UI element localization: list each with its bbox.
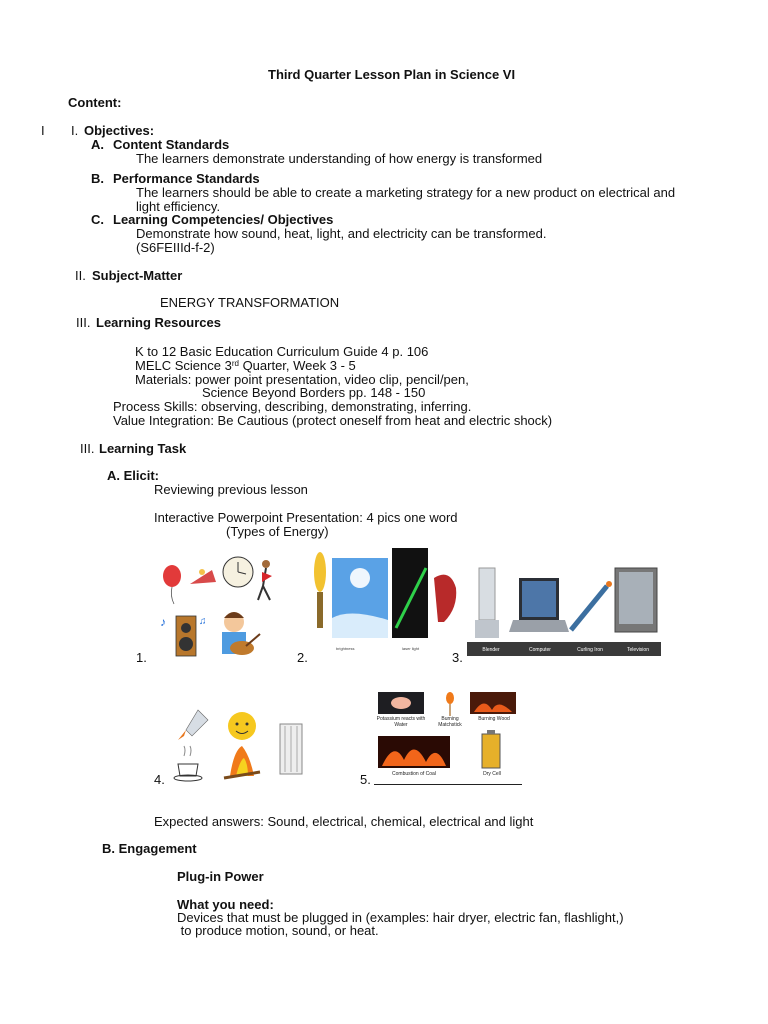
item-letter: B.	[91, 171, 104, 186]
pic-caption: Computer	[529, 647, 551, 653]
performance-standards-text: The learners should be able to create a marketing strategy for a new product on electrical and	[136, 185, 676, 200]
what-you-need-heading: What you need:	[177, 897, 274, 912]
burning-wood-icon	[470, 692, 516, 714]
light-energy-picture	[310, 548, 466, 663]
resource-line: K to 12 Basic Education Curriculum Guide 4 p. 106	[135, 344, 429, 359]
svg-text:brightness: brightness	[336, 646, 355, 651]
page-title: Third Quarter Lesson Plan in Science VI	[268, 67, 516, 82]
item-letter: C.	[91, 212, 104, 227]
elicit-text: Reviewing previous lesson	[154, 482, 308, 497]
content-standards-text: The learners demonstrate understanding of how energy is transformed	[136, 151, 543, 166]
margin-mark: I	[41, 123, 45, 138]
dancer-icon	[258, 560, 272, 600]
svg-text:♫: ♫	[199, 616, 207, 627]
what-you-need-text: to produce motion, sound, or heat.	[177, 923, 379, 938]
activity-title: Plug-in Power	[177, 869, 264, 884]
sky-light-icon	[332, 558, 388, 638]
competencies-heading: Learning Competencies/ Objectives	[113, 212, 334, 227]
clock-icon	[223, 557, 253, 587]
pic-caption: Television	[627, 647, 649, 653]
pic-caption: Burning Wood	[478, 716, 510, 722]
coal-fire-icon	[378, 736, 450, 768]
task-numeral: III.	[80, 441, 95, 456]
pic-number: 3.	[452, 650, 463, 665]
subject-topic: ENERGY TRANSFORMATION	[160, 295, 340, 310]
subject-numeral: II.	[75, 268, 86, 283]
sun-icon	[228, 712, 256, 740]
pic-number: 1.	[136, 650, 147, 665]
value-integration: Value Integration: Be Cautious (protect oneself from heat and electric shock)	[113, 413, 553, 428]
balloon-icon	[163, 565, 181, 604]
what-you-need-text: Devices that must be plugged in (examples: hair dryer, electric fan, flashlight,)	[177, 910, 624, 925]
performance-standards-text-cont: light efficiency.	[136, 199, 221, 214]
svg-text:laser light: laser light	[402, 646, 420, 651]
potassium-water-icon	[378, 692, 424, 714]
answer-underline	[374, 784, 522, 785]
pic-caption: Curling Iron	[577, 647, 603, 653]
elicit-heading: A. Elicit:	[107, 468, 160, 483]
teacup-icon	[174, 746, 202, 781]
content-standards-heading: Content Standards	[113, 137, 230, 152]
pic-number: 5.	[360, 772, 371, 787]
heater-icon	[280, 724, 302, 774]
engagement-heading: B. Engagement	[102, 841, 197, 856]
expected-answers: Expected answers: Sound, electrical, chemical, electrical and light	[154, 814, 534, 829]
pic-caption: Potassium reacts with Water	[376, 716, 426, 728]
elicit-text: (Types of Energy)	[226, 524, 329, 539]
heat-energy-picture	[168, 706, 316, 786]
resource-line: Materials: power point presentation, video clip, pencil/pen,	[135, 372, 469, 387]
party-horn-icon	[190, 569, 216, 584]
hair-dryer-icon	[434, 575, 456, 622]
speaker-icon	[160, 615, 207, 656]
electrical-devices-picture	[467, 556, 661, 663]
objectives-heading: Objectives:	[84, 123, 155, 138]
performance-standards-heading: Performance Standards	[113, 171, 260, 186]
pic-number: 2.	[297, 650, 308, 665]
elicit-text: Interactive Powerpoint Presentation: 4 pics one word	[154, 510, 458, 525]
dry-cell-icon	[482, 730, 500, 768]
svg-text:♪: ♪	[160, 615, 166, 629]
competencies-text: Demonstrate how sound, heat, light, and electricity can be transformed.	[136, 226, 547, 241]
resource-line: Science Beyond Borders pp. 148 - 150	[202, 385, 426, 400]
learning-resources-heading: Learning Resources	[96, 315, 221, 330]
campfire-icon	[224, 746, 260, 778]
pic-caption: Combustion of Coal	[392, 771, 436, 777]
resources-numeral: III.	[76, 315, 91, 330]
objectives-numeral: I.	[71, 123, 79, 138]
pic-number: 4.	[154, 772, 165, 787]
torch-icon	[314, 552, 326, 628]
laser-icon	[392, 548, 428, 638]
subject-matter-heading: Subject-Matter	[92, 268, 183, 283]
pic-caption: Blender	[482, 647, 500, 653]
matchstick-icon	[446, 692, 454, 716]
sound-energy-picture	[150, 556, 280, 662]
competency-code: (S6FEIIId-f-2)	[136, 240, 215, 255]
laptop-icon	[509, 578, 569, 632]
guitar-boy-icon	[222, 612, 260, 655]
learning-task-heading: Learning Task	[99, 441, 187, 456]
resource-line: MELC Science 3rd Quarter, Week 3 - 5	[135, 358, 356, 373]
process-skills: Process Skills: observing, describing, demonstrating, inferring.	[113, 399, 472, 414]
rocket-icon	[178, 710, 208, 740]
pic-caption: Dry Cell	[483, 771, 501, 777]
curling-iron-icon	[571, 581, 612, 630]
content-label: Content:	[68, 95, 122, 110]
blender-icon	[475, 568, 499, 638]
chemical-energy-picture	[374, 690, 522, 782]
television-icon	[615, 568, 657, 632]
item-letter: A.	[91, 137, 104, 152]
pic-caption: Burning Matchstick	[438, 716, 462, 728]
